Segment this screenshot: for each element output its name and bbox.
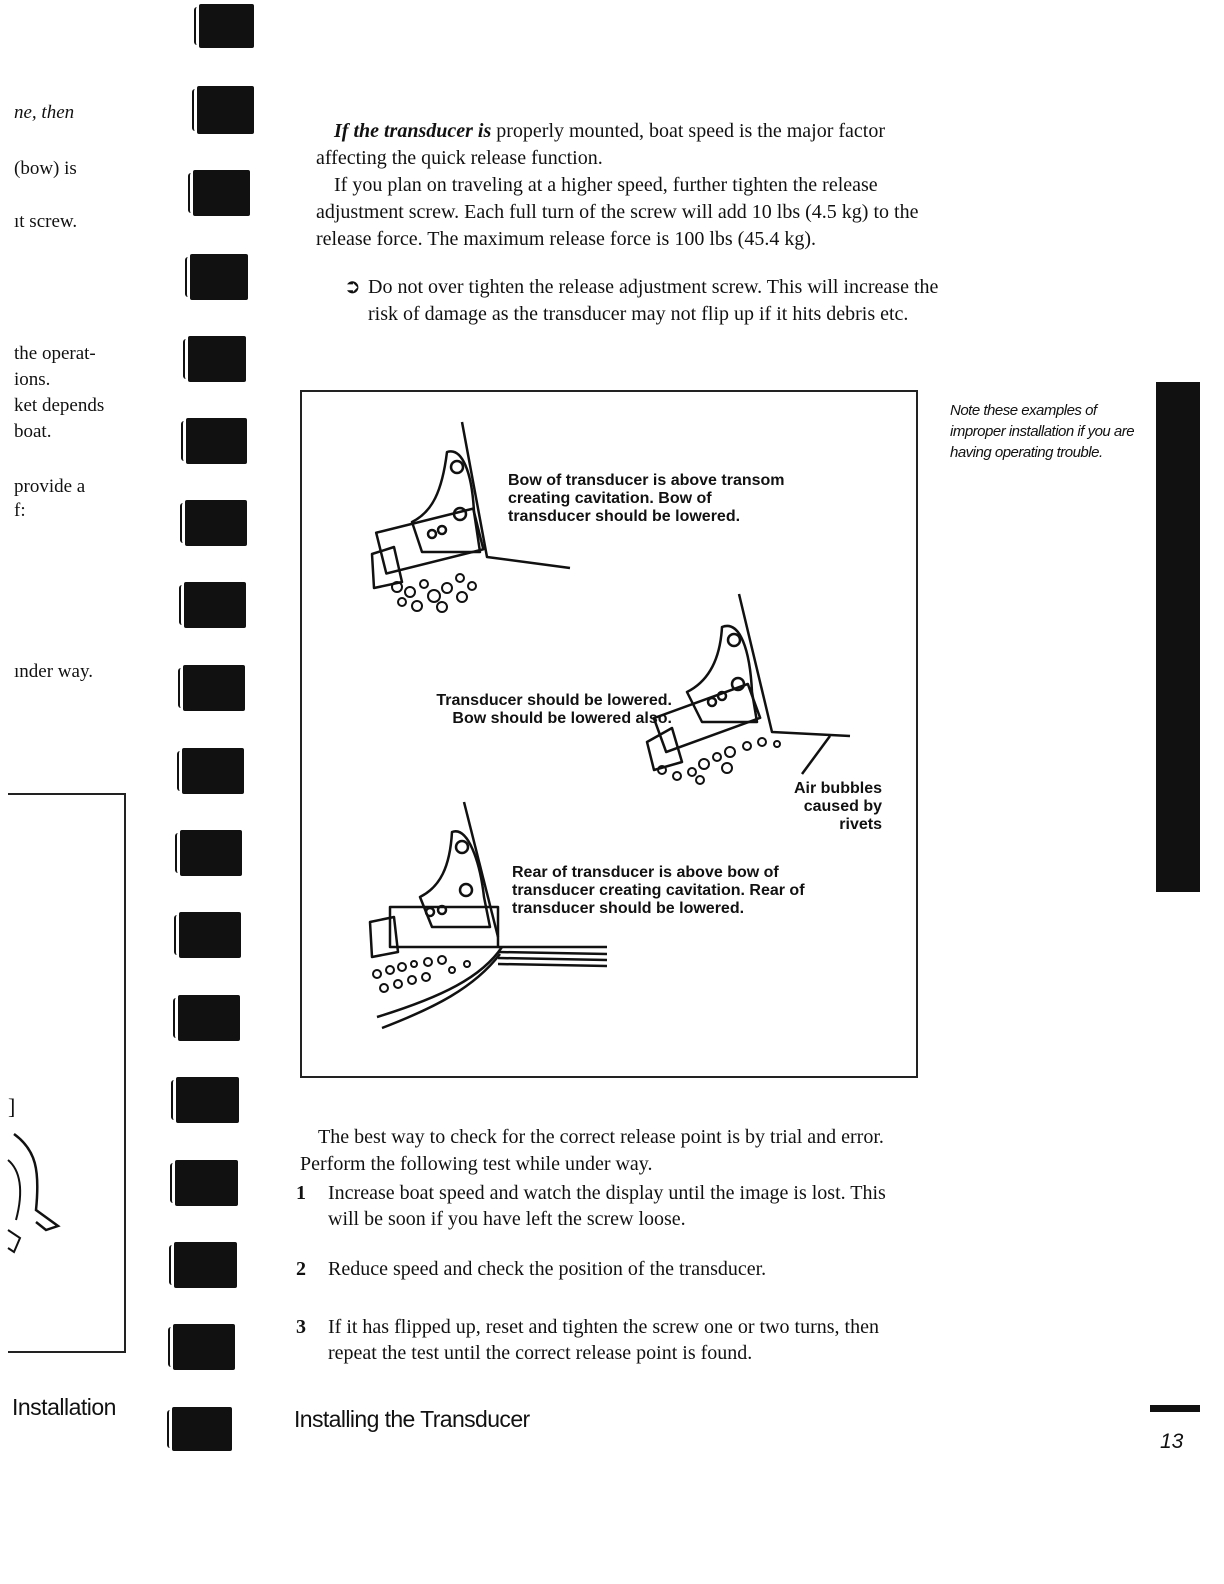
warning-text: Do not over tighten the release adjustment screw. This will increase the risk of damage as the transducer may not flip up if it hits debris etc.: [368, 276, 939, 325]
step-1: [296, 1180, 916, 1232]
caption-air-bubbles: Air bubbles caused by rivets: [793, 780, 882, 833]
margin-fragment: ne, then: [14, 102, 75, 123]
binding-hole: [173, 1324, 235, 1370]
caption-transducer-lowered: Transducer should be lowered. Bow should be lowered also.: [436, 692, 672, 727]
step-number: 2: [296, 1258, 306, 1280]
step-number: 1: [296, 1182, 306, 1204]
page-number: 13: [1160, 1430, 1184, 1453]
binding-hole: [186, 418, 247, 464]
binding-hole: [176, 1077, 239, 1123]
binding-hole: [188, 336, 246, 382]
margin-fragment: (bow) is: [14, 158, 77, 179]
step-text: If it has flipped up, reset and tighten the screw one or two turns, then repeat the test until the correct release point is found.: [328, 1316, 879, 1364]
footer-section-title: Installing the Transducer: [294, 1406, 530, 1432]
margin-footer-label: Installation: [12, 1394, 116, 1420]
paragraph-3: [300, 1124, 900, 1178]
paragraph-3-text: The best way to check for the correct release point is by trial and error. Perform the following test while under way.: [300, 1126, 884, 1175]
step-number: 3: [296, 1316, 306, 1338]
binding-hole: [174, 1242, 237, 1288]
step-3: [296, 1314, 916, 1366]
margin-fragment: provide a: [14, 476, 86, 497]
step-2: [296, 1256, 916, 1282]
binding-hole: [185, 500, 247, 546]
margin-fragment: ions.: [14, 369, 51, 390]
margin-fragment: ıt screw.: [14, 211, 78, 232]
margin-fragment: the operat-: [14, 343, 96, 364]
binding-hole: [193, 170, 250, 216]
bracket-drawing: [6, 1130, 66, 1260]
margin-fragment: ınder way.: [14, 661, 93, 682]
footer-rule: [1150, 1405, 1200, 1412]
binding-hole: [190, 254, 248, 300]
caption-bow-above-transom: Bow of transducer is above transom creating cavitation. Bow of transducer should be lowered.: [508, 472, 785, 525]
step-text: Increase boat speed and watch the display until the image is lost. This will be soon if you have left the screw loose.: [328, 1182, 886, 1230]
paragraph-1: [316, 118, 936, 172]
caption-rear-above-bow: Rear of transducer is above bow of transducer creating cavitation. Rear of transducer should be lowered.: [512, 864, 805, 917]
binding-hole: [184, 582, 246, 628]
binding-hole: [182, 748, 244, 794]
scene-1-bubbles: [392, 574, 476, 612]
margin-fragment: f:: [14, 500, 26, 521]
paragraph-2: If you plan on traveling at a higher speed, further tighten the release adjustment screw. Each full turn of the screw will add 10 lbs (4.5 kg) to the release force. The maximum release force is 100 lbs (45.4 kg).: [316, 174, 919, 250]
paragraph-1-lead: If the transducer is: [334, 120, 492, 142]
margin-bracket: ]: [8, 1094, 16, 1119]
binding-hole: [183, 665, 245, 711]
binding-hole: [178, 995, 240, 1041]
paragraph-1-text: properly mounted, boat speed is the major factor affecting the quick release function.: [316, 120, 886, 169]
figure-box: [300, 390, 918, 1078]
binding-hole: [172, 1407, 232, 1451]
binding-hole: [199, 4, 254, 48]
warning-note: [344, 274, 944, 328]
binding-hole: [197, 86, 254, 134]
binding-hole: [175, 1160, 238, 1206]
side-note: Note these examples of improper installation if you are having operating trouble.: [950, 402, 1135, 461]
section-tab: [1156, 382, 1200, 892]
warning-arrow-icon: ➲: [344, 276, 361, 298]
binding-hole: [180, 830, 242, 876]
margin-fragment: boat.: [14, 421, 52, 442]
margin-fragment: ket depends: [14, 395, 105, 416]
binding-hole: [179, 912, 241, 958]
intro-paragraphs: [316, 118, 936, 253]
step-text: Reduce speed and check the position of the transducer.: [328, 1258, 767, 1280]
margin-box: [8, 793, 126, 1353]
scene-2-transducer: [647, 594, 850, 774]
